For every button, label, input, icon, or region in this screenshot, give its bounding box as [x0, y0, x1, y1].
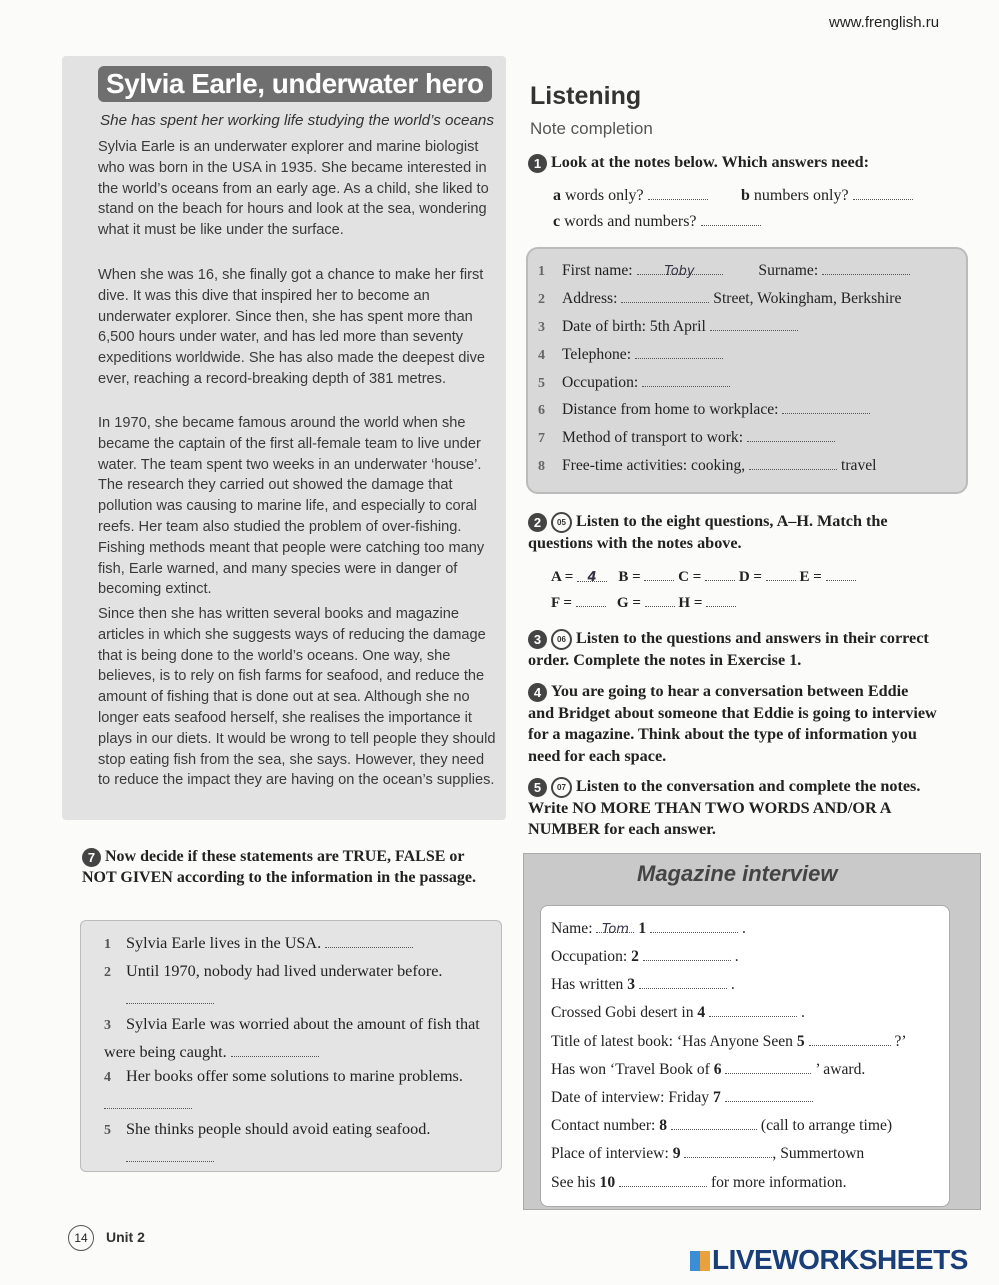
match-row-2: F = G = H =	[551, 594, 736, 612]
answer-blank[interactable]	[635, 346, 723, 359]
page-number: 14	[68, 1225, 94, 1251]
answer-blank[interactable]	[621, 290, 709, 303]
magazine-row-1: Name: Tom 1 .	[551, 920, 746, 937]
note-row-3: 3 Date of birth: 5th April	[538, 318, 798, 336]
site-url: www.frenglish.ru	[829, 14, 940, 31]
answer-blank-3[interactable]	[639, 976, 727, 989]
question-3: 3 06 Listen to the questions and answers in their correct order. Complete the notes in Exercise 1.	[528, 629, 929, 669]
question-1: 1 Look at the notes below. Which answers need:	[528, 152, 938, 174]
match-h-input[interactable]	[706, 594, 736, 607]
reading-paragraph-2: When she was 16, she finally got a chance to make her first dive. It was this dive that inspired her to become an underwater explorer. Since then, she has spent more than 6,500 hours under water, and has led more than seventy expeditions worldwide. She has also made the deepest dive ever, reaching a record-breaking depth of 381 metres.	[98, 267, 485, 387]
liveworksheets-icon	[690, 1251, 710, 1271]
statement-3: 3 Sylvia Earle was worried about the amount of fish that were being caught.	[104, 1015, 480, 1061]
match-c-input[interactable]	[705, 568, 735, 581]
answer-blank[interactable]	[747, 429, 835, 442]
answer-blank[interactable]	[325, 935, 413, 948]
answer-type-c: c words and numbers?	[553, 213, 761, 231]
note-row-6: 6 Distance from home to workplace:	[538, 401, 870, 419]
answer-blank-4[interactable]	[709, 1004, 797, 1017]
answer-blank[interactable]	[642, 374, 730, 387]
liveworksheets-logo: LIVEWORKSHEETS	[690, 1244, 968, 1276]
listening-subtitle: Note completion	[530, 119, 653, 138]
answer-type-a: a words only?	[553, 187, 708, 205]
note-row-1: 1 First name: Toby Surname:	[538, 262, 910, 280]
reading-subtitle: She has spent her working life studying the world’s oceans	[100, 112, 494, 129]
statement-2: 2 Until 1970, nobody had lived underwater before.	[104, 958, 500, 1012]
answer-blank-2[interactable]	[643, 948, 731, 961]
answer-blank[interactable]	[648, 187, 708, 200]
magazine-row-9: Place of interview: 9 , Summertown	[551, 1145, 865, 1162]
answer-blank-8[interactable]	[671, 1117, 757, 1130]
question-5: 5 07 Listen to the conversation and complete the notes. Write NO MORE THAN TWO WORDS AND/OR A NUMBER for each answer.	[528, 777, 921, 839]
answer-blank-9[interactable]	[684, 1145, 772, 1158]
magazine-row-2: Occupation: 2 .	[551, 948, 739, 965]
match-b-input[interactable]	[644, 568, 674, 581]
answer-blank-5[interactable]	[809, 1033, 891, 1046]
magazine-row-6: Has won ‘Travel Book of 6 ’ award.	[551, 1061, 866, 1078]
first-name-input[interactable]: Toby	[637, 262, 723, 275]
audio-cd-icon[interactable]: 07	[551, 777, 572, 798]
answer-blank-10[interactable]	[619, 1174, 707, 1187]
magazine-title: Magazine interview	[637, 861, 838, 886]
answer-blank-7[interactable]	[725, 1089, 813, 1102]
surname-input[interactable]	[822, 262, 910, 275]
reading-paragraph-3: In 1970, she became famous around the world when she became the captain of the first all-female team to live under water. The team spent two weeks in an underwater ‘house’. The research they carried out showed the damage that pollution was causing to marine life, and especially to coral reefs. Her team also studied the problem of over-fishing. Fishing methods meant that people were catching too many fish, Earle warned, and many species were in danger of becoming extinct.	[98, 415, 485, 598]
answer-blank[interactable]	[782, 401, 870, 414]
statement-4: 4 Her books offer some solutions to marine problems.	[104, 1063, 500, 1117]
note-row-8: 8 Free-time activities: cooking, travel	[538, 457, 877, 474]
unit-label: Unit 2	[106, 1229, 145, 1245]
answer-blank[interactable]	[701, 213, 761, 226]
match-e-input[interactable]	[826, 568, 856, 581]
magazine-row-7: Date of interview: Friday 7	[551, 1089, 813, 1107]
reading-paragraph-4: Since then she has written several books and magazine articles in which she suggests ways of reducing the damage that is being done to the world’s oceans. One way, she believes, is to rely on fish farms for seafood, and reduce the amount of fishing that is done out at sea. Although she no longer eats seafood herself, she realises the importance it plays in our diets. It would be wrong to tell people they should stop eating fish from the sea, she says. However, they need to reduce the impact they are having on the ocean’s supplies.	[98, 606, 496, 789]
magazine-row-4: Crossed Gobi desert in 4 .	[551, 1004, 805, 1021]
answer-blank-1[interactable]	[650, 920, 738, 933]
listening-title: Listening	[530, 82, 642, 110]
note-row-4: 4 Telephone:	[538, 346, 723, 364]
match-g-input[interactable]	[645, 594, 675, 607]
answer-blank[interactable]	[126, 991, 214, 1004]
match-row-1: A = 4 B = C = D = E =	[551, 568, 856, 586]
match-f-input[interactable]	[576, 594, 606, 607]
magazine-row-3: Has written 3 .	[551, 976, 735, 993]
answer-type-b: b numbers only?	[741, 187, 913, 205]
question-2: 2 05 Listen to the eight questions, A–H. Match the questions with the notes above.	[528, 512, 888, 552]
name-input[interactable]: Tom	[596, 920, 634, 933]
magazine-row-5: Title of latest book: ‘Has Anyone Seen 5 ?’	[551, 1033, 907, 1050]
match-d-input[interactable]	[766, 568, 796, 581]
note-row-2: 2 Address: Street, Wokingham, Berkshire	[538, 290, 902, 307]
reading-title: Sylvia Earle, underwater hero	[98, 66, 492, 102]
statement-5: 5 She thinks people should avoid eating seafood.	[104, 1116, 500, 1170]
note-row-7: 7 Method of transport to work:	[538, 429, 835, 447]
answer-blank[interactable]	[126, 1149, 214, 1162]
reading-paragraph-1: Sylvia Earle is an underwater explorer and marine biologist who was born in the USA in 1935. She became interested in the world’s oceans from an early age. As a child, she liked to stand on the beach for hours and look at the sea, wondering what it must be like under the surface.	[98, 139, 489, 239]
match-a-input[interactable]: 4	[577, 569, 607, 582]
answer-blank[interactable]	[231, 1044, 319, 1057]
answer-blank[interactable]	[104, 1096, 192, 1109]
note-row-5: 5 Occupation:	[538, 374, 730, 392]
answer-blank[interactable]	[749, 457, 837, 470]
answer-blank[interactable]	[710, 318, 798, 331]
question-4: 4 You are going to hear a conversation between Eddie and Bridget about someone that Eddie is going to interview for a magazine. Think about the type of information you need for each space.	[528, 682, 937, 765]
exercise-7-instruction: 7 Now decide if these statements are TRUE, FALSE or NOT GIVEN according to the information in the passage.	[82, 848, 476, 886]
statement-1: 1 Sylvia Earle lives in the USA.	[104, 930, 500, 958]
answer-blank-6[interactable]	[725, 1061, 811, 1074]
magazine-row-8: Contact number: 8 (call to arrange time)	[551, 1117, 893, 1134]
audio-cd-icon[interactable]: 06	[551, 629, 572, 650]
answer-blank[interactable]	[853, 187, 913, 200]
magazine-row-10: See his 10 for more information.	[551, 1174, 847, 1191]
audio-cd-icon[interactable]: 05	[551, 512, 572, 533]
exercise-number-badge: 7	[82, 848, 101, 867]
